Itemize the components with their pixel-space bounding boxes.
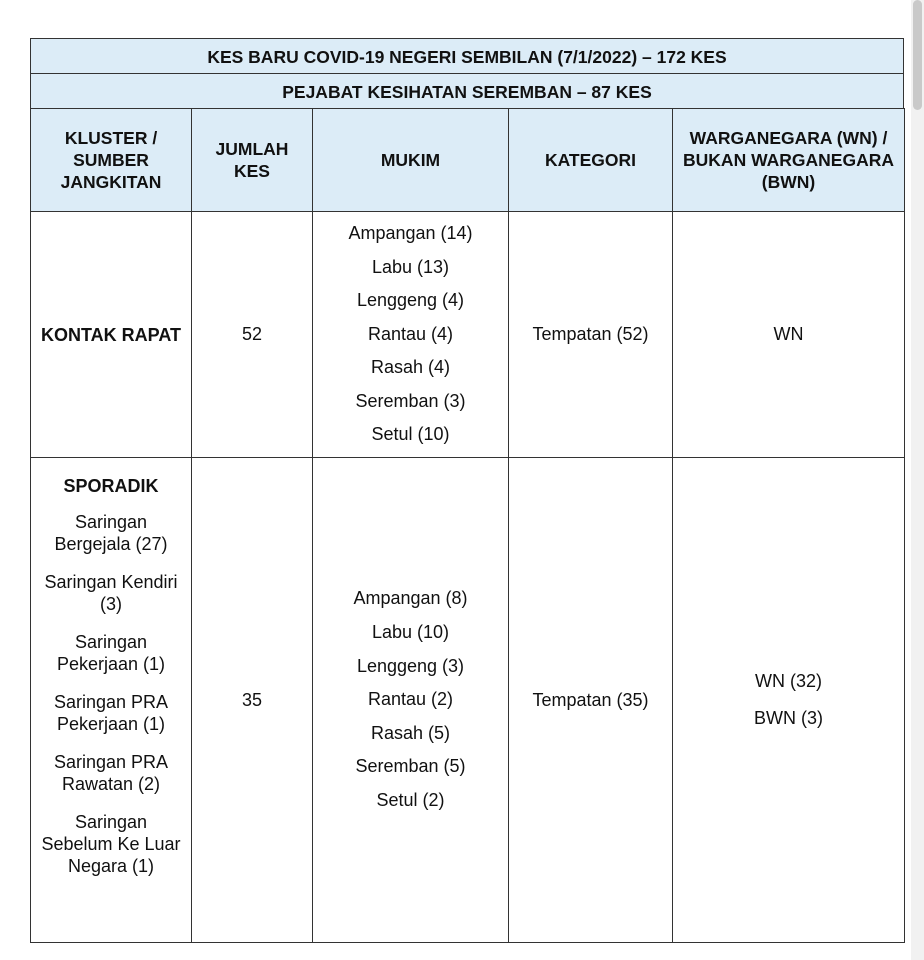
kluster-subitem: Saringan Kendiri (3) xyxy=(44,572,178,614)
header-row xyxy=(31,109,905,212)
cell-kluster xyxy=(31,212,192,458)
mukim-item: Seremban (5) xyxy=(355,756,466,777)
covid-case-table-document xyxy=(30,38,904,943)
kluster-subitem: Saringan Bergejala (27) xyxy=(54,512,168,554)
table-row xyxy=(31,212,905,458)
mukim-item: Rasah (4) xyxy=(370,357,451,378)
kluster-label: KONTAK RAPAT xyxy=(41,324,181,345)
mukim-item: Labu (13) xyxy=(371,256,450,277)
kluster-subitem: Saringan Sebelum Ke Luar Negara (1) xyxy=(41,812,181,876)
header-kluster: KLUSTER / SUMBER JANGKITAN xyxy=(31,109,192,212)
mukim-item: Lenggeng (3) xyxy=(356,655,465,676)
cell-mukim xyxy=(313,458,509,943)
mukim-item: Rasah (5) xyxy=(370,722,451,743)
kluster-subitem: Saringan PRA Rawatan (2) xyxy=(53,752,169,794)
header-jumlah: JUMLAH KES xyxy=(192,109,313,212)
kluster-subitem: Saringan PRA Pekerjaan (1) xyxy=(53,692,169,734)
table-title: KES BARU COVID-19 NEGERI SEMBILAN (7/1/2022) – 172 KES xyxy=(30,38,904,73)
cell-kategori: Tempatan (35) xyxy=(509,458,673,943)
cases-table xyxy=(30,108,905,943)
cell-kluster xyxy=(31,458,192,943)
wn-item: WN xyxy=(773,324,804,344)
mukim-item: Setul (10) xyxy=(371,424,450,445)
header-kategori: KATEGORI xyxy=(509,109,673,212)
table-row xyxy=(31,458,905,943)
cell-warganegara xyxy=(673,212,905,458)
mukim-item: Ampangan (8) xyxy=(353,588,468,609)
mukim-item: Rantau (2) xyxy=(367,689,454,710)
mukim-item: Rantau (4) xyxy=(367,323,454,344)
cell-kategori: Tempatan (52) xyxy=(509,212,673,458)
cell-jumlah: 35 xyxy=(192,458,313,943)
wn-item: BWN (3) xyxy=(754,708,823,728)
cell-warganegara xyxy=(673,458,905,943)
mukim-item: Setul (2) xyxy=(376,789,445,810)
table-subtitle: PEJABAT KESIHATAN SEREMBAN – 87 KES xyxy=(30,73,904,108)
kluster-label: SPORADIK xyxy=(63,476,159,496)
kluster-subitem: Saringan Pekerjaan (1) xyxy=(56,632,166,674)
mukim-item: Ampangan (14) xyxy=(348,222,473,243)
wn-item: WN (32) xyxy=(755,671,822,691)
cell-jumlah: 52 xyxy=(192,212,313,458)
mukim-item: Labu (10) xyxy=(371,622,450,643)
header-warganegara: WARGANEGARA (WN) / BUKAN WARGANEGARA (BWN) xyxy=(673,109,905,212)
mukim-item: Lenggeng (4) xyxy=(356,290,465,311)
mukim-item: Seremban (3) xyxy=(355,390,466,411)
header-mukim: MUKIM xyxy=(313,109,509,212)
scrollbar-thumb[interactable] xyxy=(913,0,922,110)
vertical-scrollbar[interactable] xyxy=(911,0,924,960)
cell-mukim xyxy=(313,212,509,458)
